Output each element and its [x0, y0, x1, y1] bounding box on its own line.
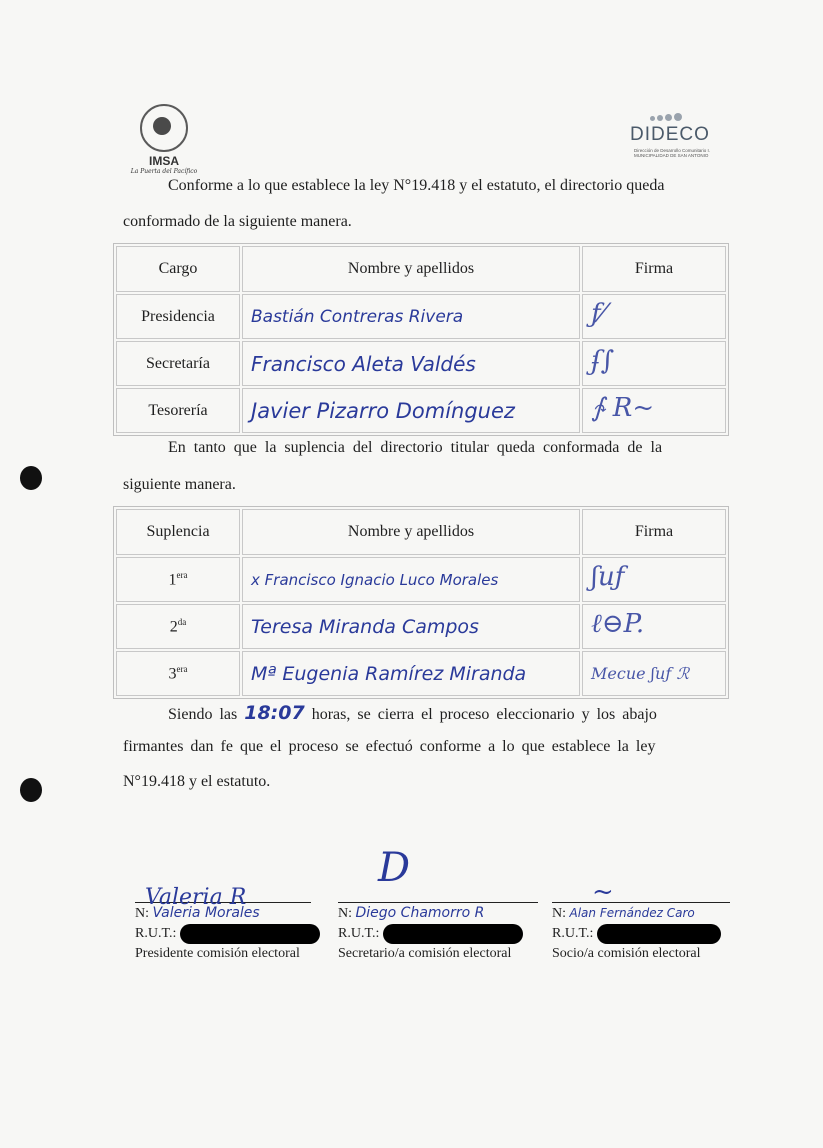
punch-hole — [20, 778, 42, 802]
signature-mark: ∱ R~ — [591, 393, 655, 423]
rut-label: R.U.T.: — [552, 926, 594, 942]
imsa-logo-tagline: La Puerta del Pacífico — [130, 168, 198, 175]
signature-mark: ℓ⊖P. — [591, 609, 645, 639]
suplencia-cell — [116, 604, 240, 649]
rut-row — [552, 924, 730, 944]
intro-line-1: Conforme a lo que establece la ley N°19.418 y el estatuto, el directorio queda — [168, 177, 665, 194]
suplencia-ordinal: era — [176, 663, 188, 674]
intro-line-2: conformado de la siguiente manera. — [123, 213, 352, 230]
signer-role: Presidente comisión electoral — [135, 946, 300, 962]
signature-block-secretario — [338, 845, 538, 964]
table-header-row — [116, 509, 726, 555]
signature-block-presidente — [135, 866, 320, 964]
suplencia-ordinal: da — [177, 616, 187, 627]
nombre-cell: Javier Pizarro Domínguez — [242, 388, 580, 433]
rut-label: R.U.T.: — [135, 926, 177, 942]
suplencia-number: 2 — [169, 618, 178, 636]
signer-name: Valeria Morales — [152, 905, 260, 921]
signature-block-socio — [552, 866, 730, 964]
firma-cell — [582, 341, 726, 386]
suplencia-number: 3 — [168, 665, 177, 683]
header-cargo: Cargo — [116, 246, 240, 292]
suplencia-cell — [116, 557, 240, 602]
redacted-rut — [180, 924, 320, 944]
table-header-row — [116, 246, 726, 292]
nombre-cell: Francisco Aleta Valdés — [242, 341, 580, 386]
closing-time: 18:07 — [244, 702, 305, 724]
table-row — [116, 557, 726, 602]
nombre-cell: x Francisco Ignacio Luco Morales — [242, 557, 580, 602]
suplencia-number: 1 — [168, 571, 177, 589]
municipal-seal-icon — [140, 104, 188, 152]
signature-mark: Mecue ʃuƒ ℛ — [591, 664, 690, 683]
name-row — [552, 903, 730, 924]
signature-line — [338, 902, 538, 903]
signature-mark: ʃuƒ — [591, 562, 625, 592]
dideco-logo — [616, 108, 716, 168]
suplencia-table — [113, 506, 729, 699]
table-row — [116, 604, 726, 649]
dideco-logo-name: DIDECO — [630, 124, 710, 145]
closing-line-2: firmantes dan fe que el proceso se efectuó conforme a lo que establece la ley — [123, 738, 656, 755]
nombre-cell: Bastián Contreras Rivera — [242, 294, 580, 339]
header-firma: Firma — [582, 509, 726, 555]
closing-line-1 — [168, 703, 657, 725]
header-nombre: Nombre y apellidos — [242, 246, 580, 292]
suplencia-cell — [116, 651, 240, 696]
imsa-logo-name: IMSA — [149, 154, 179, 168]
header-nombre: Nombre y apellidos — [242, 509, 580, 555]
signature-line — [552, 902, 730, 903]
table-row — [116, 651, 726, 696]
closing-line-3: N°19.418 y el estatuto. — [123, 773, 271, 790]
firma-cell — [582, 294, 726, 339]
nombre-cell: Mª Eugenia Ramírez Miranda — [242, 651, 580, 696]
nombre-cell: Teresa Miranda Campos — [242, 604, 580, 649]
directorio-table — [113, 243, 729, 436]
table-row — [116, 388, 726, 433]
cargo-cell: Presidencia — [116, 294, 240, 339]
suplencia-ordinal: era — [176, 569, 188, 580]
table-row — [116, 294, 726, 339]
name-label: N: — [338, 906, 352, 921]
rut-label: R.U.T.: — [338, 926, 380, 942]
redacted-rut — [383, 924, 523, 944]
signature-mark: ~ — [592, 877, 614, 907]
header-suplencia: Suplencia — [116, 509, 240, 555]
signer-name: Diego Chamorro R — [355, 905, 485, 921]
signature-mark: ʄ∫ — [591, 346, 615, 376]
rut-row — [338, 924, 538, 944]
signature-mark: D — [378, 845, 411, 891]
firma-cell — [582, 557, 726, 602]
signer-role: Secretario/a comisión electoral — [338, 946, 512, 962]
firma-cell — [582, 651, 726, 696]
dideco-logo-subtitle: Dirección de Desarrollo Comunitario I. MUNICIPALIDAD DE SAN ANTONIO — [634, 148, 711, 158]
table-row — [116, 341, 726, 386]
suplencia-intro-line-1: En tanto que la suplencia del directorio titular queda conformada de la — [168, 439, 663, 456]
firma-cell — [582, 604, 726, 649]
name-label: N: — [552, 906, 566, 921]
rut-row — [135, 924, 320, 944]
redacted-rut — [597, 924, 721, 944]
closing-pre: Siendo las — [168, 706, 238, 723]
suplencia-intro-line-2: siguiente manera. — [123, 476, 236, 493]
firma-cell — [582, 388, 726, 433]
punch-hole — [20, 466, 42, 490]
name-label: N: — [135, 906, 149, 921]
cargo-cell: Secretaría — [116, 341, 240, 386]
signature-mark: Valeria R — [145, 885, 247, 910]
imsa-logo — [124, 104, 204, 174]
closing-post: horas, se cierra el proceso eleccionario y los abajo — [311, 706, 657, 723]
signature-mark: ƒ⁄ — [591, 299, 605, 329]
header-firma: Firma — [582, 246, 726, 292]
name-row — [338, 903, 538, 924]
cargo-cell: Tesorería — [116, 388, 240, 433]
signer-role: Socio/a comisión electoral — [552, 946, 701, 962]
signer-name: Alan Fernández Caro — [569, 906, 695, 920]
